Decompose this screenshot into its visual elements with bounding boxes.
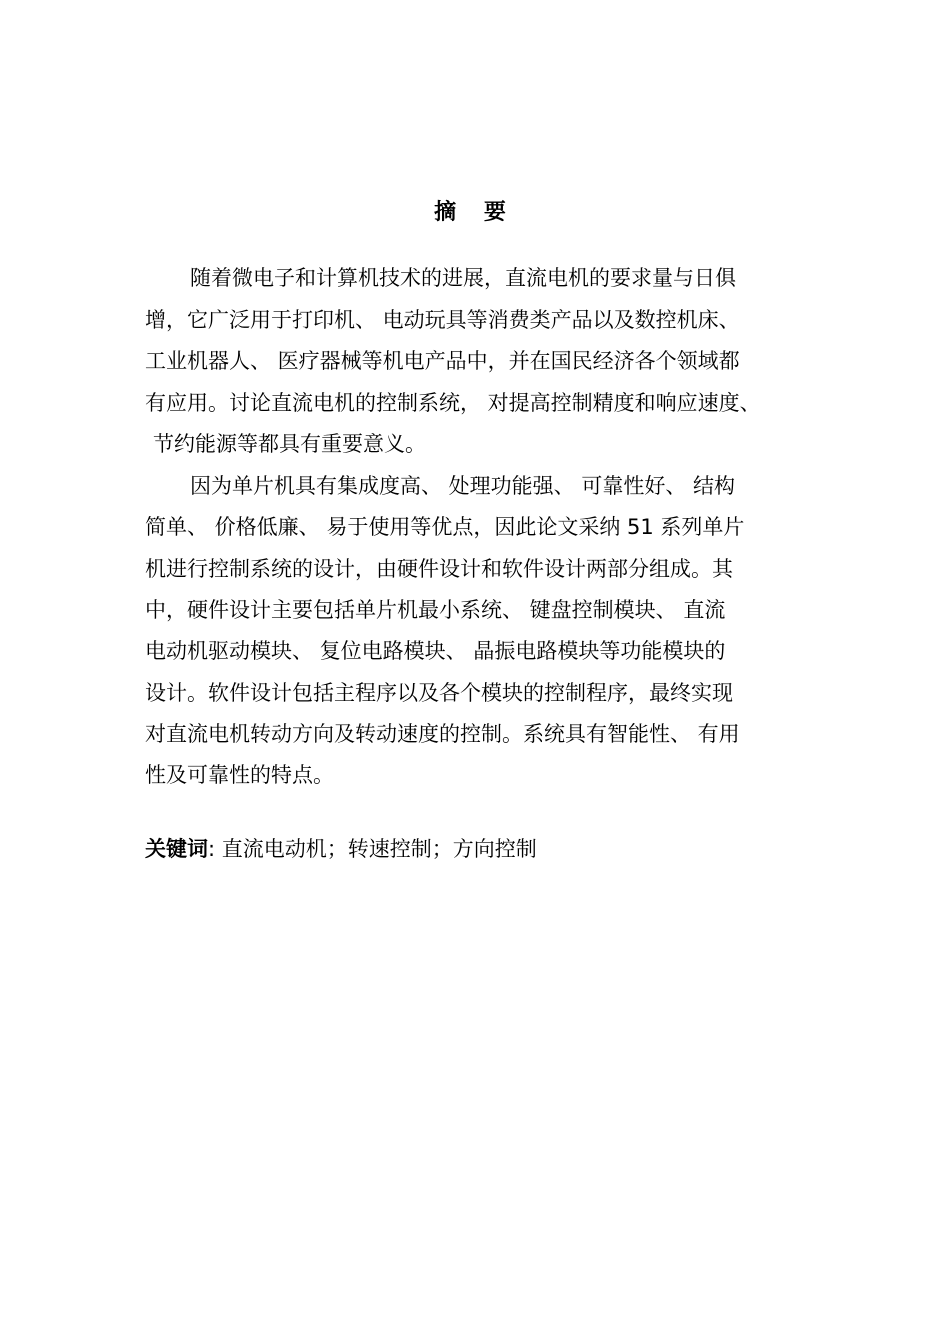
paragraph-line: 机进行控制系统的设计，由硬件设计和软件设计两部分组成。其 [145, 557, 733, 581]
paragraph-line: 增，它广泛用于打印机、 电动玩具等消费类产品以及数控机床、 [145, 308, 740, 332]
paragraph-line: 有应用。讨论直流电机的控制系统， 对提高控制精度和响应速度、 [145, 391, 761, 415]
keywords-separator: : [208, 837, 216, 861]
keywords-label: 关键词 [145, 837, 208, 861]
paragraph-line: 对直流电机转动方向及转动速度的控制。系统具有智能性、 有用 [145, 722, 740, 746]
paragraph-line: 性及可靠性的特点。 [145, 763, 334, 787]
paragraph-line: 工业机器人、 医疗器械等机电产品中，并在国民经济各个领域都 [145, 349, 740, 373]
paragraph-line: 电动机驱动模块、 复位电路模块、 晶振电路模块等功能模块的 [145, 639, 726, 663]
paragraph-line: 设计。软件设计包括主程序以及各个模块的控制程序，最终实现 [145, 681, 733, 705]
keywords-value: 直流电动机；转速控制；方向控制 [215, 837, 537, 861]
keywords-line [145, 834, 537, 864]
paragraph-line: 因为单片机具有集成度高、 处理功能强、 可靠性好、 结构 [190, 474, 736, 498]
paragraph-line: 节约能源等都具有重要意义。 [153, 432, 426, 456]
paragraph-line: 中，硬件设计主要包括单片机最小系统、 键盘控制模块、 直流 [145, 598, 726, 622]
abstract-title: 摘 要 [434, 200, 516, 225]
paragraph-line: 简单、 价格低廉、 易于使用等优点，因此论文采纳 51 系列单片 [145, 515, 745, 539]
paragraph-line: 随着微电子和计算机技术的进展，直流电机的要求量与日俱 [190, 266, 736, 290]
